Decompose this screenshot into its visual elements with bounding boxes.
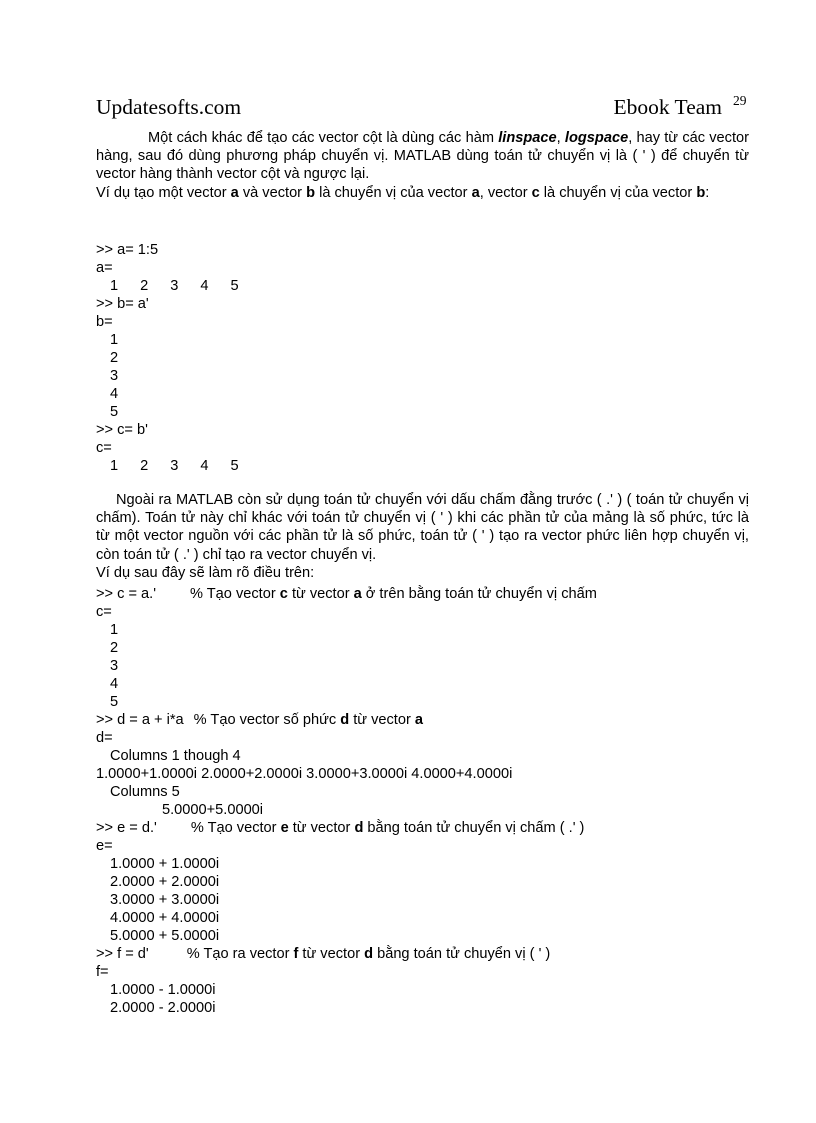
code-line: d= <box>96 730 113 746</box>
vector-value: 4.0000 + 4.0000i <box>110 910 220 926</box>
code-line: b= <box>96 314 113 330</box>
code-line: >> c = a.' % Tạo vector c từ vector a ở trên bằng toán tử chuyển vị chấm <box>96 586 597 602</box>
vector-row: 1 2 3 4 5 <box>110 458 239 474</box>
header-site: Updatesofts.com <box>96 95 242 119</box>
page-number: 29 <box>733 93 747 108</box>
vector-value: 2 <box>110 640 119 656</box>
code-line: c= <box>96 604 112 620</box>
vector-value: 5 <box>110 404 119 420</box>
vector-value: 4 <box>110 386 119 402</box>
code-line: 1.0000+1.0000i 2.0000+2.0000i 3.0000+3.0000i 4.0000+4.0000i <box>96 766 513 782</box>
vector-row: 1 2 3 4 5 <box>110 278 239 294</box>
vector-value: 1 <box>110 622 119 638</box>
vector-value: 3 <box>110 658 119 674</box>
vector-value: 5 <box>110 694 119 710</box>
header-team: Ebook Team <box>613 95 722 119</box>
code-line: a= <box>96 260 113 276</box>
vector-value: 2.0000 + 2.0000i <box>110 874 220 890</box>
code-line: >> d = a + i*a % Tạo vector số phức d từ vector a <box>96 712 424 728</box>
vector-value: 3 <box>110 368 119 384</box>
code-line: Columns 1 though 4 <box>110 748 241 764</box>
code-line: >> f = d' % Tạo ra vector f từ vector d bằng toán tử chuyển vị ( ' ) <box>96 946 551 962</box>
vector-value: 1 <box>110 332 119 348</box>
code-line: Columns 5 <box>110 784 180 800</box>
code-line: >> a= 1:5 <box>96 242 159 258</box>
paragraph-transpose-intro: Một cách khác để tạo các vector cột là dùng các hàm linspace, logspace, hay từ các vector hàng, sau đó dùng phương pháp chuyển vị. MATLAB dùng toán tử chuyển vị là ( ' ) để chuyển từ vector hàng thành vector cột và ngược lại. Ví dụ tạo một vector a và vector b là chuyển vị của vector a, vector c là chuyển vị của vector b: <box>96 130 750 201</box>
code-line: >> e = d.' % Tạo vector e từ vector d bằng toán tử chuyển vị chấm ( .' ) <box>96 820 585 836</box>
code-line: f= <box>96 964 109 980</box>
code-line: >> c= b' <box>96 422 148 438</box>
vector-value: 1.0000 + 1.0000i <box>110 856 220 872</box>
vector-value: 4 <box>110 676 119 692</box>
vector-value: 1.0000 - 1.0000i <box>110 982 216 998</box>
code-line: e= <box>96 838 113 854</box>
code-line: c= <box>96 440 112 456</box>
paragraph-dot-transpose: Ngoài ra MATLAB còn sử dụng toán tử chuyển với dấu chấm đằng trước ( .' ) ( toán tử chuyển vị chấm). Toán tử này chỉ khác với toán tử chuyển vị ( ' ) khi các phần tử của mảng là số phức, tức là từ một vector nguồn với các phần tử là số phức, toán tử ( ' ) tạo ra vector phức liên hợp chuyển vị, còn toán tử ( .' ) chỉ tạo ra vector chuyển vị. Ví dụ sau đây sẽ làm rõ điều trên: <box>96 492 749 581</box>
vector-value: 5.0000 + 5.0000i <box>110 928 220 944</box>
vector-value: 2 <box>110 350 119 366</box>
code-line: 5.0000+5.0000i <box>162 802 264 818</box>
vector-value: 2.0000 - 2.0000i <box>110 1000 216 1016</box>
vector-value: 3.0000 + 3.0000i <box>110 892 220 908</box>
code-line: >> b= a' <box>96 296 149 312</box>
